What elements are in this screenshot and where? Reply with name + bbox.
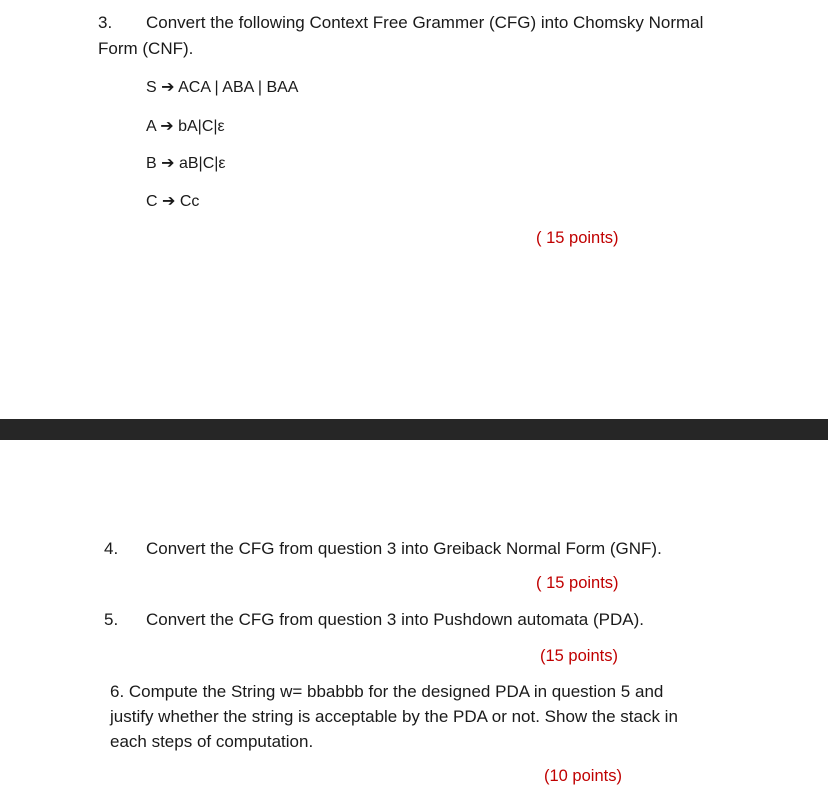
q3-number: 3. [98, 13, 113, 32]
q5-points: (15 points) [540, 647, 618, 665]
q3-points: ( 15 points) [536, 229, 619, 247]
q4-points: ( 15 points) [536, 574, 619, 592]
q3-text-line1: Convert the following Context Free Grammer (CFG) into Chomsky Normal [146, 13, 704, 32]
q6-text-line1: 6. Compute the String w= bbabbb for the designed PDA in question 5 and [110, 682, 664, 701]
q4-text: Convert the CFG from question 3 into Greiback Normal Form (GNF). [146, 539, 662, 558]
q6-text-line2: justify whether the string is acceptable by the PDA or not. Show the stack in [110, 707, 678, 726]
q3-text-line2: Form (CNF). [98, 39, 194, 58]
q4-number: 4. [104, 539, 119, 558]
production-c: C ➔ Cc [146, 193, 200, 210]
q5-text: Convert the CFG from question 3 into Pushdown automata (PDA). [146, 610, 644, 629]
page-divider [0, 419, 828, 440]
production-s: S ➔ ACA | ABA | BAA [146, 79, 299, 96]
q6-points: (10 points) [544, 767, 622, 785]
q5-number: 5. [104, 610, 119, 629]
production-b: B ➔ aB|C|ε [146, 155, 226, 172]
production-a: A ➔ bA|C|ε [146, 118, 225, 135]
q6-text-line3: each steps of computation. [110, 732, 314, 751]
